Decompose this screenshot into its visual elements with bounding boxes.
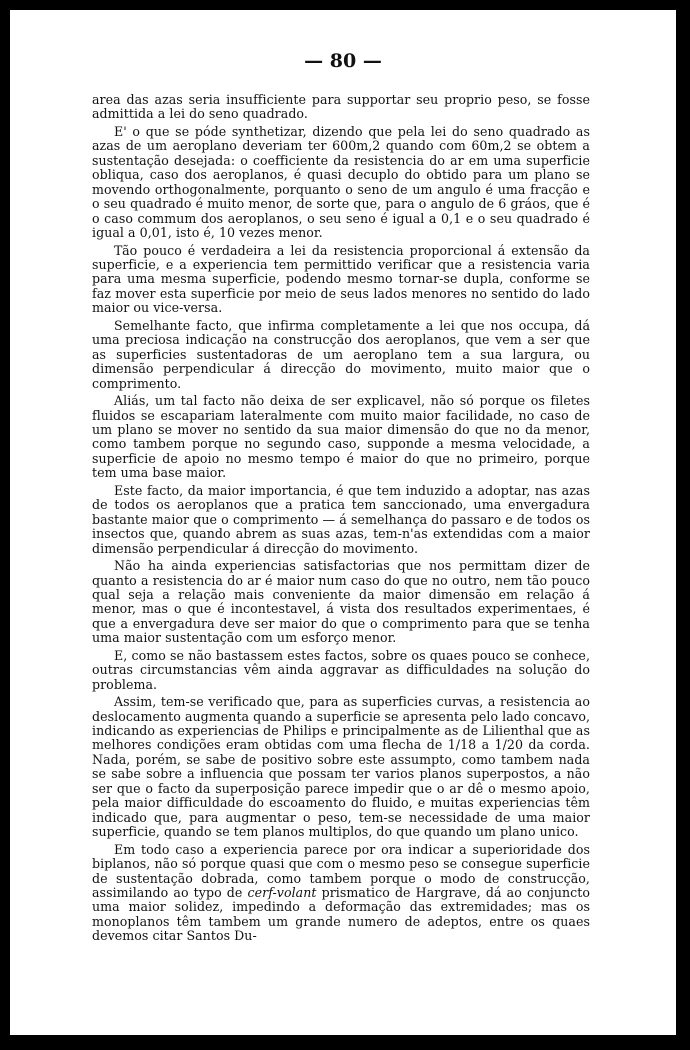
body-text — [92, 93, 590, 944]
paragraph: Não ha ainda experiencias satisfactorias que nos permittam dizer de quanto a resistencia do ar é maior num caso do que no outro, nem tão pouco qual seja a relação mais conveniente da maior dimensão em relação á menor, mas o que é incontestavel, á vista dos resultados experimentaes, é que a envergadura deve ser maior do que o comprimento para que se tenha uma maior sustentação com um esforço menor. — [92, 558, 590, 646]
paragraph: E' o que se póde synthetizar, dizendo que pela lei do seno quadrado as azas de um aeroplano deveriam ter 600m,2 quando com 60m,2 se obtem a sustentação desejada: o coefficiente da resistencia do ar em uma superficie obliqua, caso dos aeroplanos, é quasi decuplo do obtido para um plano se movendo orthogonalmente, porquanto o seno de um angulo é uma fracção e o seu quadrado é muito menor, de sorte que, para o angulo de 6 gráos, que é o caso commum dos aeroplanos, o seu seno é igual a 0,1 e o seu quadrado é igual a 0,01, isto é, 10 vezes menor. — [92, 123, 590, 241]
paragraph-text: prismatico de Hargrave, dá ao conjuncto uma maior solidez, impedindo a deformação das extremidades; mas os monoplanos têm tambem um grande numero de adeptos, entre os quaes devemos citar Santos Du- — [92, 885, 590, 944]
page-number: — 80 — — [304, 50, 382, 72]
paragraph — [92, 843, 590, 944]
paragraph: E, como se não bastassem estes factos, sobre os quaes pouco se conhece, outras circumstancias vêm ainda aggravar as difficuldades na solução do problema. — [92, 647, 590, 692]
paragraph: Este facto, da maior importancia, é que tem induzido a adoptar, nas azas de todos os aeroplanos que a pratica tem sanccionado, uma envergadura bastante maior que o comprimento — á semelhança do passaro e de todos os insectos que, quando abrem as suas azas, tem-n'as extendidas com a maior dimensão perpendicular á direcção do movimento. — [92, 482, 590, 556]
paragraph: Aliás, um tal facto não deixa de ser explicavel, não só porque os filetes fluidos se escapariam lateralmente com muito maior facilidade, no caso de um plano se mover no sentido da sua maior dimensão do que no da menor, como tambem porque no segundo caso, supponde a mesma velocidade, a superficie de apoio no mesmo tempo é maior do que no primeiro, porque tem uma base maior. — [92, 393, 590, 481]
paragraph: Semelhante facto, que infirma completamente a lei que nos occupa, dá uma preciosa indicação na construcção dos aeroplanos, que vem a ser que as superficies sustentadoras de um aeroplano tem a sua largura, ou dimensão perpendicular á direcção do movimento, muito maior que o comprimento. — [92, 317, 590, 391]
paragraph-text: Em todo caso a experiencia parece por ora indicar a superioridade dos biplanos, não só porque quasi que com o mesmo peso se consegue superficie de sustentação dobrada, como tambem porque o modo de construcção, assimilando ao typo de — [92, 841, 590, 901]
paragraph: area das azas seria insufficiente para supportar seu proprio peso, se fosse admittida a lei do seno quadrado. — [92, 92, 590, 122]
paragraph: Assim, tem-se verificado que, para as superficies curvas, a resistencia ao deslocamento augmenta quando a superficie se apresenta pelo lado concavo, indicando as experiencias de Philips e principalmente as de Lilienthal que as melhores condições eram obtidas com uma flecha de 1/18 a 1/20 da corda. Nada, porém, se sabe de positivo sobre este assumpto, como tambem nada se sabe sobre a influencia que possam ter varios planos superpostos, a não ser que o facto da superposição parece impedir que o ar dê o mesmo apoio, pela maior difficuldade do escoamento do fluido, e muitas experiencias têm indicado que, para augmentar o peso, tem-se necessidade de uma maior superficie, quando se tem planos multiplos, do que quando um plano unico. — [92, 694, 590, 840]
italic-term: cerf-volant — [247, 885, 317, 901]
book-page — [10, 10, 676, 1035]
paragraph: Tão pouco é verdadeira a lei da resistencia proporcional á extensão da superficie, e a experiencia tem permittido verificar que a resistencia varia para uma mesma superficie, podendo mesmo tornar-se dupla, conforme se faz mover esta superficie por meio de seus lados menores no sentido do lado maior ou vice-versa. — [92, 242, 590, 316]
